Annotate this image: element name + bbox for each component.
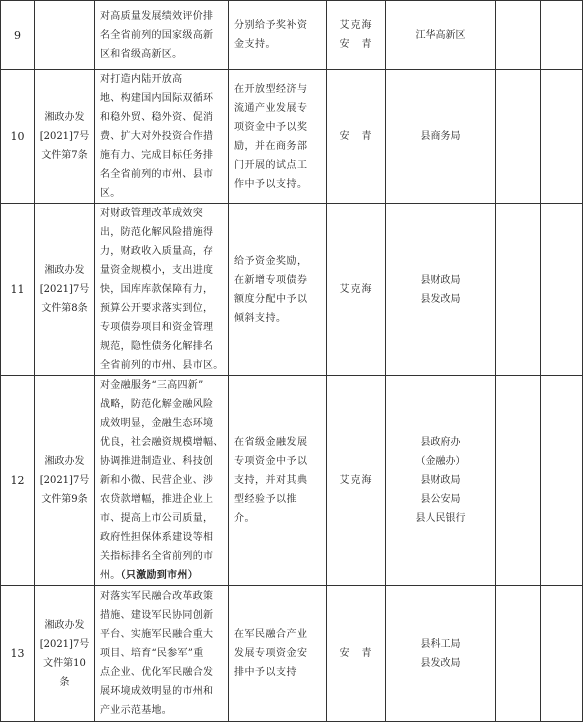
responsible-unit: 江华高新区 <box>386 1 496 70</box>
document-ref <box>35 1 95 70</box>
table-row <box>1 204 583 376</box>
row-number: 10 <box>1 70 35 204</box>
table-row <box>1 70 583 204</box>
empty-cell <box>496 1 541 70</box>
responsible-leader: 艾克海 <box>327 376 386 586</box>
empty-cell <box>496 586 541 722</box>
empty-cell <box>496 204 541 376</box>
row-number: 9 <box>1 1 35 70</box>
support-measure: 在开放型经济与 流通产业发展专 项资金中予以奖 励，并在商务部 门开展的试点工 作中予以支持。 <box>229 70 327 204</box>
empty-cell <box>496 70 541 204</box>
incentive-condition: 对打造内陆开放高 地、构建国内国际双循环 和稳外贸、稳外资、促消 费、扩大对外投资合作措 施有力、完成目标任务排 名全省前列的市州、县市 区。 <box>95 70 229 204</box>
support-measure: 在省级金融发展 专项资金中予以 支持，并对其典 型经验予以推 介。 <box>229 376 327 586</box>
incentive-condition: 对金融服务“三高四新” 战略，防范化解金融风险 成效明显，金融生态环境 优良，社会融资规模增幅、 协调推进制造业、科技创 新和小微、民营企业、涉 农贷款增幅，推进企业上 市、提高上市公司质量， 政府性担保体系建设等相 关指标排名全省前列的市 州。（只激励到市州） <box>95 376 229 586</box>
support-measure: 给予资金奖励， 在新增专项债券 额度分配中予以 倾斜支持。 <box>229 204 327 376</box>
incentive-condition: 对落实军民融合改革政策 措施、建设军民协同创新 平台、实施军民融合重大 项目、培育“民参军”重 点企业、优化军民融合发 展环境成效明显的市州和 产业示范基地。 <box>95 586 229 722</box>
empty-cell <box>541 70 583 204</box>
incentive-condition: 对高质量发展绩效评价排 名全省前列的国家级高新 区和省级高新区。 <box>95 1 229 70</box>
row-number: 12 <box>1 376 35 586</box>
document-ref: 湘政办发[2021]7号文件第8条 <box>35 204 95 376</box>
row-number: 11 <box>1 204 35 376</box>
support-measure: 分别给予奖补资 金支持。 <box>229 1 327 70</box>
responsible-unit: 县财政局 县发改局 <box>386 204 496 376</box>
responsible-unit: 县政府办 （金融办） 县财政局 县公安局 县人民银行 <box>386 376 496 586</box>
responsible-leader: 安 青 <box>327 586 386 722</box>
empty-cell <box>541 204 583 376</box>
empty-cell <box>541 376 583 586</box>
empty-cell <box>541 1 583 70</box>
responsible-unit: 县商务局 <box>386 70 496 204</box>
support-measure: 在军民融合产业 发展专项资金安 排中予以支持 <box>229 586 327 722</box>
responsible-leader: 艾克海 <box>327 204 386 376</box>
row-number: 13 <box>1 586 35 722</box>
document-ref: 湘政办发[2021]7号文件第10条 <box>35 586 95 722</box>
incentive-condition: 对财政管理改革成效突 出，防范化解风险措施得 力，财政收入质量高，存 量资金规模小，支出进度 快，国库库款保障有力， 预算公开要求落实到位， 专项债券项目和资金管理 规范，隐性债务化解排名 全省前列的市州、县市区。 <box>95 204 229 376</box>
responsible-leader: 艾克海 安 青 <box>327 1 386 70</box>
table-row <box>1 376 583 586</box>
responsible-leader: 安 青 <box>327 70 386 204</box>
table-row <box>1 1 583 70</box>
empty-cell <box>541 586 583 722</box>
document-ref: 湘政办发[2021]7号文件第9条 <box>35 376 95 586</box>
table-row <box>1 586 583 722</box>
responsible-unit: 县科工局 县发改局 <box>386 586 496 722</box>
document-ref: 湘政办发[2021]7号文件第7条 <box>35 70 95 204</box>
condition-note: （只激励到市州） <box>120 570 199 581</box>
empty-cell <box>496 376 541 586</box>
